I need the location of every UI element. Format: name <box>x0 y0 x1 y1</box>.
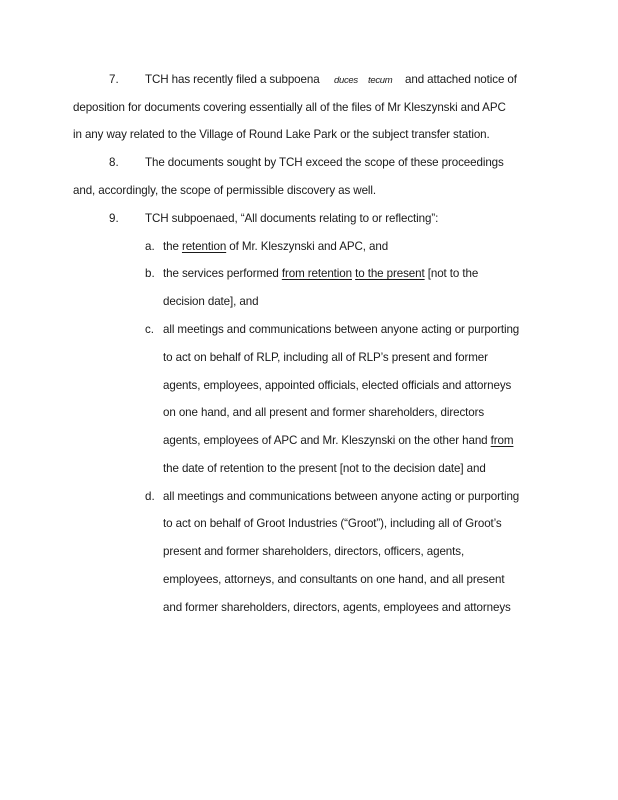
paragraph-8-line-1: The documents sought by TCH exceed the scope of these proceedings <box>145 156 504 169</box>
item-c-line-5 <box>163 434 513 448</box>
item-a-line-1 <box>163 240 388 254</box>
paragraph-7-line-1-text: TCH has recently filed a subpoena <box>145 73 320 86</box>
item-b-letter: b. <box>145 267 155 280</box>
item-a-letter: a. <box>145 240 155 253</box>
item-a-post: of Mr. Kleszynski and APC, and <box>226 240 389 253</box>
item-b-underlined-2: to the present <box>355 267 425 280</box>
item-c-letter: c. <box>145 323 155 336</box>
item-d-line-4: employees, attorneys, and consultants on one hand, and all present <box>163 573 505 586</box>
item-b-line-2: decision date], and <box>163 295 259 308</box>
paragraph-7-duces: duces <box>334 75 358 86</box>
item-b-line-1 <box>163 267 478 281</box>
item-a-pre: the <box>163 240 182 253</box>
paragraph-8-number: 8. <box>109 156 119 169</box>
item-d-letter: d. <box>145 490 155 503</box>
paragraph-7-line-1 <box>145 73 320 87</box>
item-c-line-3: agents, employees, appointed officials, elected officials and attorneys <box>163 379 512 392</box>
item-c-line-1: all meetings and communications between anyone acting or purporting <box>163 323 520 336</box>
paragraph-7-tecum: tecum <box>368 75 393 86</box>
item-d-line-5: and former shareholders, directors, agents, employees and attorneys <box>163 601 511 614</box>
item-b-underlined-1: from retention <box>281 267 352 280</box>
paragraph-7-line-2: deposition for documents covering essentially all of the files of Mr Kleszynski and APC <box>73 101 506 114</box>
item-d-line-1: all meetings and communications between anyone acting or purporting <box>163 490 520 503</box>
paragraph-7-line-1-end: and attached notice of <box>405 73 517 86</box>
item-d-line-3: present and former shareholders, directors, officers, agents, <box>163 545 465 558</box>
item-a-underlined: retention <box>181 240 227 253</box>
paragraph-7-number: 7. <box>109 73 119 86</box>
item-c-line-4: on one hand, and all present and former shareholders, directors <box>163 406 485 419</box>
paragraph-7-line-3: in any way related to the Village of Round Lake Park or the subject transfer station. <box>73 128 490 141</box>
item-c-line-6: the date of retention to the present [not to the decision date] and <box>163 462 486 475</box>
item-c-line-2: to act on behalf of RLP, including all of RLP’s present and former <box>163 351 488 364</box>
item-b-pre: the services performed <box>163 267 282 280</box>
item-d-line-2: to act on behalf of Groot Industries (“Groot”), including all of Groot’s <box>163 517 502 530</box>
paragraph-8-line-2: and, accordingly, the scope of permissible discovery as well. <box>73 184 376 197</box>
paragraph-9-line-1: TCH subpoenaed, “All documents relating to or reflecting”: <box>145 212 439 225</box>
item-c-line-5-text: agents, employees of APC and Mr. Kleszynski on the other hand <box>163 434 491 447</box>
item-c-line-5-underlined: from <box>490 434 514 447</box>
item-b-post: [not to the <box>424 267 479 280</box>
paragraph-9-number: 9. <box>109 212 119 225</box>
